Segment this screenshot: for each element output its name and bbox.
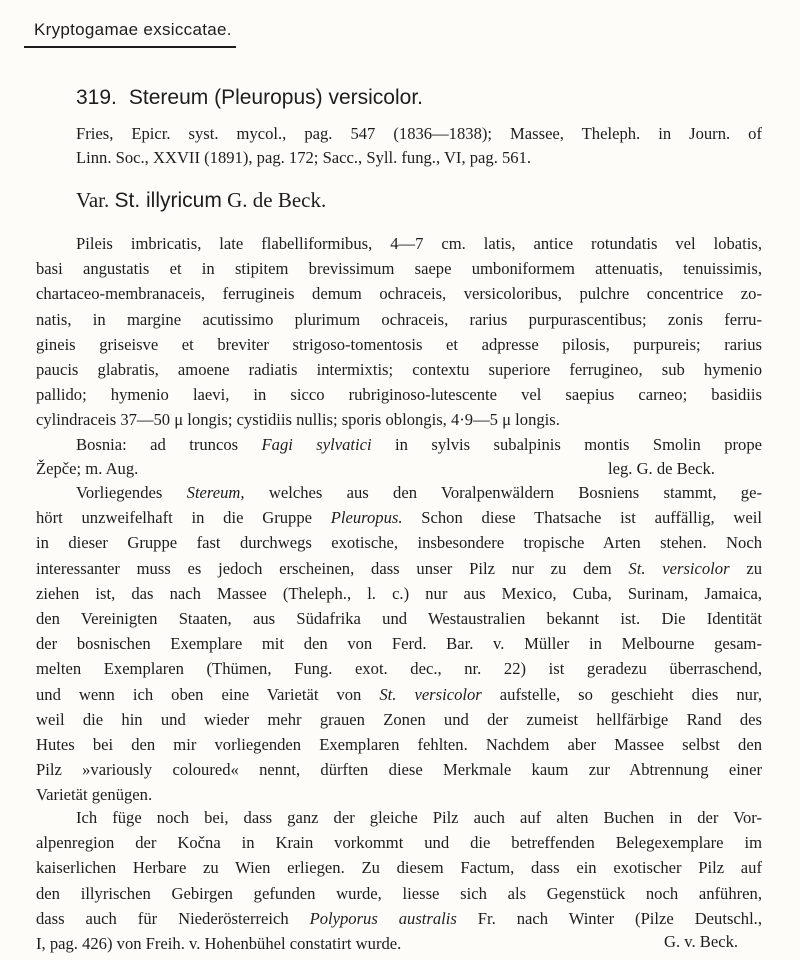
species-name: Stereum (Pleuropus) versicolor. (128, 86, 423, 109)
text-run: den illyrischen Gebirgen gefunden wurde, liesse sich als Gegenstück noch anführen, (36, 883, 762, 903)
italic-term: St. versicolor (379, 684, 482, 704)
text-run: Fr. nach Winter (Pilze Deutschl., (456, 908, 762, 928)
remarks-line (36, 559, 762, 579)
remarks-line (76, 483, 762, 503)
variety-prefix: Var. (76, 188, 110, 212)
text-run: und wenn ich oben eine Varietät von (36, 684, 380, 704)
variety-author: G. de Beck. (227, 188, 327, 212)
text-run: dass auch für Niederösterreich (36, 908, 310, 928)
text-run: weil die hin und wieder mehr grauen Zonen und der zumeist hellfärbige Rand des (36, 709, 762, 729)
text-run: ziehen ist, das nach Massee (Theleph., l. c.) nur aus Mexico, Cuba, Surinam, Jamaica, (36, 583, 762, 603)
description-line: pallido; hymenio laevi, in sicco rubriginoso-lutescente vel saepius carneo; basidiis (36, 385, 762, 405)
text-run: alpenregion der Kočna in Krain vorkommt und die betreffenden Belegexemplare im (36, 833, 762, 853)
italic-term: Pleuropus. (330, 508, 403, 528)
text-run: kaiserlichen Herbare zu Wien erliegen. Zu diesem Factum, dass ein exotischer Pilz auf (36, 858, 762, 878)
text-run: interessanter muss es jedoch erscheinen, dass unser Pilz nur zu dem (36, 558, 629, 578)
locality-line-2: Žepče; m. Aug. (36, 459, 139, 478)
text-run: aufstelle, so geschieht dies nur, (481, 684, 762, 704)
description-line: cylindraceis 37—50 μ longis; cystidiis nullis; sporis oblongis, 4·9—5 μ longis. (36, 410, 560, 430)
entry-number: 319. (76, 86, 117, 109)
remarks2-line (36, 934, 762, 954)
entry-title (76, 86, 423, 110)
variety-name: St. illyricum (114, 189, 222, 212)
remarks-line (36, 710, 762, 730)
remarks-line (36, 634, 762, 654)
host-name: Fagi sylvatici (261, 435, 372, 454)
remarks-line (36, 609, 762, 629)
remarks2-line (36, 884, 762, 904)
remarks-line (36, 685, 762, 705)
description-line: paucis glabratis, amoene radiatis intermixtis; contextu superiore ferrugineo, sub hymenio (36, 360, 762, 379)
remarks-line (36, 533, 762, 553)
locality-text-a: ad truncos (150, 435, 239, 454)
remarks-line (36, 508, 762, 528)
remarks-line (36, 735, 762, 755)
description-line: natis, in margine acutissimo plurimum ochraceis, rarius purpurascentibus; zonis ferru- (36, 309, 762, 329)
collector: leg. G. de Beck. (608, 459, 715, 478)
description-line: Pileis imbricatis, late flabelliformibus, 4—7 cm. latis, antice rotundatis vel lobatis, (76, 234, 762, 253)
text-run: Vorliegendes (76, 483, 187, 502)
text-run: in dieser Gruppe fast durchwegs exotische, insbesondere tropische Arten stehen. Noch (36, 533, 762, 553)
remarks2-line (36, 833, 762, 853)
remarks2-line (36, 909, 762, 929)
signature: G. v. Beck. (664, 932, 739, 951)
description-line: basi angustatis et in stipitem brevissimum saepe umboniformem attenuatis, tenuissimis, (36, 259, 762, 279)
text-run: Pilz »variously coloured« nennt, dürften diese Merkmale kaum zur Abtrennung einer (36, 760, 762, 780)
remarks2-line (36, 858, 762, 878)
text-run: den Vereinigten Staaten, aus Südafrika und Westaustralien bekannt ist. Die Identität (36, 609, 762, 628)
variety-heading (76, 188, 326, 213)
text-run: Varietät genügen. (36, 785, 153, 805)
text-run: Hutes bei den mir vorliegenden Exemplaren fehlten. Nachdem aber Massee selbst den (36, 735, 762, 754)
text-run: hört unzweifelhaft in die Gruppe (36, 508, 331, 528)
remarks-line (36, 760, 762, 780)
remarks-line (36, 785, 762, 805)
text-run: zu (729, 558, 762, 578)
description-line: chartaceo-membranaceis, ferrugineis demum ochraceis, versicoloribus, pulchre concentrice zo- (36, 284, 762, 304)
text-run: Ich füge noch bei, dass ganz der gleiche Pilz auch auf alten Buchen in der Vor- (76, 808, 762, 827)
description-line: gineis griseisve et breviter strigoso-tomentosis et adpresse pilosis, purpureis; rarius (36, 334, 762, 354)
text-run: I, pag. 426) von Freih. v. Hohenbühel constatirt wurde. (36, 934, 402, 953)
remarks2-line (76, 808, 762, 828)
text-run: welches aus den Voralpenwäldern Bosniens stammt, ge- (244, 483, 762, 502)
series-header: Kryptogamae exsiccatae. (24, 20, 236, 48)
locality-region: Bosnia: (76, 435, 127, 454)
italic-term: Polyporus australis (309, 908, 457, 928)
remarks-line (36, 659, 762, 679)
italic-term: St. versicolor (628, 558, 730, 578)
text-run: der bosnischen Exemplare mit den von Ferd. Bar. v. Müller in Melbourne gesam- (36, 634, 762, 654)
locality-line-1 (76, 435, 762, 455)
text-run: melten Exemplaren (Thümen, Fung. exot. dec., nr. 22) ist geradezu überraschend, (36, 659, 762, 679)
locality-text-b: in sylvis subalpinis montis Smolin prope (395, 435, 763, 454)
italic-term: Stereum, (186, 483, 245, 502)
citation-line-2: Linn. Soc., XXVII (1891), pag. 172; Sacc., Syll. fung., VI, pag. 561. (76, 148, 532, 167)
text-run: Schon diese Thatsache ist auffällig, weil (402, 508, 762, 528)
remarks-line (36, 584, 762, 604)
citation-line-1: Fries, Epicr. syst. mycol., pag. 547 (1836—1838); Massee, Theleph. in Journ. of (76, 124, 762, 143)
